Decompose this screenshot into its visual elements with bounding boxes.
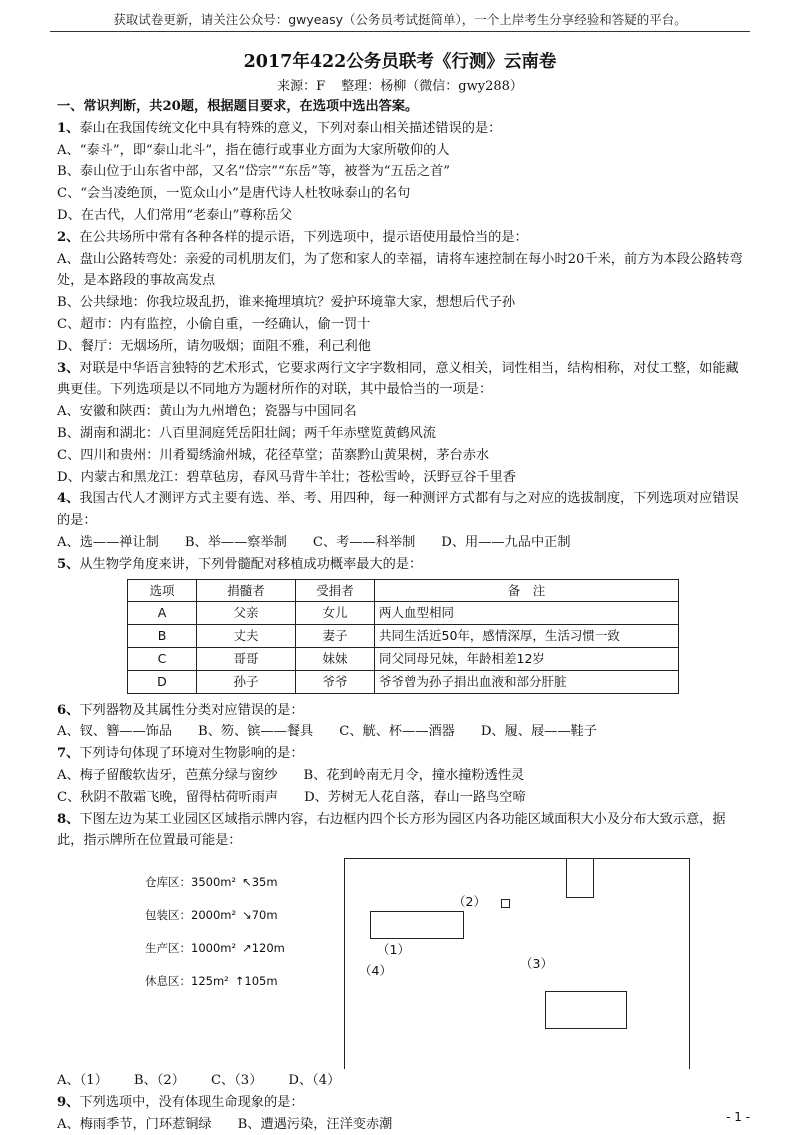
park-figure [57, 852, 747, 1070]
option-c: C、考——科举制 [312, 534, 416, 550]
question-stem: 下列选项中，没有体现生命现象的是： [79, 1094, 304, 1110]
table-cell: A [128, 602, 197, 625]
question-stem: 对联是中华语言独特的艺术形式，它要求两行文字字数相同，意义相关，词性相当，结构相称，对仗工整，如能藏典更佳。下列选项是以不同地方为题材所作的对联，其中最恰当的一项是： [57, 360, 739, 398]
option-b: B、花到岭南无月令，撞水撞粉透性灵 [303, 767, 525, 783]
position-label-1: （1） [377, 942, 410, 958]
question-2 [57, 227, 747, 249]
options-row [57, 765, 747, 787]
question-stem: 我国古代人才测评方式主要有选、举、考、用四种，每一种测评方式都有与之对应的选拔制度，下列选项对应错误的是： [57, 491, 739, 529]
question-number: 4、 [57, 491, 80, 507]
table-cell: C [128, 647, 197, 670]
arrow-down-right-icon: ↘ [242, 908, 252, 923]
sign-row-production: 生产区：1000m² ↗120m [145, 941, 285, 956]
editor: 整理：杨柳（微信：gwy288） [341, 79, 523, 94]
arrow-up-left-icon: ↖ [242, 875, 252, 890]
table-cell: 同父同母兄妹，年龄相差12岁 [375, 647, 679, 670]
column-header: 捐髓者 [197, 579, 296, 602]
question-5 [57, 554, 747, 576]
option-b: B、（2） [133, 1073, 185, 1089]
question-number: 5、 [57, 556, 80, 572]
option-a: A、“泰斗”，即“泰山北斗”，指在德行或事业方面为大家所敬仰的人 [57, 142, 450, 158]
option-c: C、超市：内有监控，小偷自重，一经确认，偷一罚十 [57, 316, 371, 332]
option-a: A、（1） [57, 1073, 108, 1089]
table-row [128, 602, 679, 625]
option-b: B、泰山位于山东省中部，又名“岱宗”“东岳”等，被誉为“五岳之首” [57, 164, 451, 180]
source-line [0, 75, 800, 94]
section-heading: 一、常识判断，共20题，根据题目要求，在选项中选出答案。 [57, 99, 419, 114]
header-note: 获取试卷更新，请关注公众号：gwyeasy（公务员考试挺简单），一个上岸考生分享经验和答疑的平台。 [113, 12, 687, 27]
question-7 [57, 743, 747, 765]
sign-row-rest: 休息区：125m² ↑105m [145, 974, 278, 989]
table-cell: 两人血型相同 [375, 602, 679, 625]
question-3 [57, 358, 747, 402]
option-d: D、（4） [288, 1073, 341, 1089]
option-d: D、内蒙古和黑龙江：碧草毡房，春风马背牛羊壮；苍松雪岭，沃野豆谷千里香 [57, 469, 516, 485]
option-b: B、湖南和湖北：八百里洞庭凭岳阳壮阔；两千年赤壁览黄鹤风流 [57, 425, 436, 441]
table-cell: D [128, 670, 197, 693]
table-cell: B [128, 625, 197, 648]
header-divider [50, 31, 750, 32]
position-label-2: （2） [453, 894, 486, 910]
option-a: A、安徽和陕西：黄山为九州增色；瓷器与中国同名 [57, 404, 357, 420]
table-header-row [128, 579, 679, 602]
column-header: 选项 [128, 579, 197, 602]
area-block-production [566, 858, 594, 898]
table-cell: 妻子 [296, 625, 375, 648]
table-cell: 爷爷 [296, 670, 375, 693]
table-cell: 父亲 [197, 602, 296, 625]
option-c: C、（3） [210, 1073, 263, 1089]
question-stem: 下列诗句体现了环境对生物影响的是： [79, 746, 304, 762]
table-row [128, 647, 679, 670]
option-c: C、四川和贵州：川肴蜀绣渝州城，花径草堂；苗寨黔山黄果树，茅台赤水 [57, 447, 490, 463]
options-row [57, 532, 747, 554]
options-row [57, 787, 747, 809]
option-d: D、芳树无人花自落，春山一路鸟空啼 [304, 789, 526, 805]
table-cell: 妹妹 [296, 647, 375, 670]
option-a: A、梅雨季节，门环惹铜绿 [57, 1116, 212, 1132]
exam-body [57, 96, 747, 1135]
question-9 [57, 1092, 747, 1114]
question-number: 6、 [57, 702, 80, 718]
option-d: D、在古代，人们常用“老泰山”尊称岳父 [57, 207, 293, 223]
table-row [128, 625, 679, 648]
option-b: B、遭遇污染，汪洋变赤潮 [237, 1116, 393, 1132]
question-6 [57, 700, 747, 722]
position-label-4: （4） [359, 963, 392, 979]
area-block-rest [501, 899, 510, 908]
option-a: A、钗、簪——饰品 [57, 724, 173, 740]
question-number: 9、 [57, 1094, 80, 1110]
arrow-up-right-icon: ↗ [242, 941, 252, 956]
question-stem: 下图左边为某工业园区区域指示牌内容，右边框内四个长方形为园区内各功能区域面积大小及分布大致示意，据此，指示牌所在位置最可能是： [57, 811, 726, 849]
question-stem: 在公共场所中常有各种各样的提示语，下列选项中，提示语使用最恰当的是： [79, 229, 528, 245]
table-cell: 爷爷曾为孙子捐出血液和部分肝脏 [375, 670, 679, 693]
option-c: C、秋阴不散霜飞晚，留得枯荷听雨声 [57, 789, 279, 805]
option-c: C、觥、杯——酒器 [339, 724, 455, 740]
option-d: D、履、屐——鞋子 [480, 724, 597, 740]
option-a: A、选——禅让制 [57, 534, 159, 550]
option-d: D、餐厅：无烟场所，请勿吸烟；面阻不雅，利己利他 [57, 338, 371, 354]
table-cell: 孙子 [197, 670, 296, 693]
page-number: - 1 - [726, 1110, 750, 1124]
question-stem: 泰山在我国传统文化中具有特殊的意义，下列对泰山相关描述错误的是： [79, 120, 502, 136]
page-title: 2017年422公务员联考《行测》云南卷 [243, 52, 557, 72]
option-a: A、梅子留酸软齿牙，芭蕉分绿与窗纱 [57, 767, 278, 783]
column-header: 备 注 [375, 579, 679, 602]
question-number: 8、 [57, 811, 80, 827]
option-b: B、笏、镔——餐具 [198, 724, 314, 740]
question-8 [57, 809, 747, 853]
table-cell: 女儿 [296, 602, 375, 625]
question-number: 2、 [57, 229, 80, 245]
donor-table [127, 579, 679, 694]
option-d: D、用——九品中正制 [441, 534, 571, 550]
question-4 [57, 488, 747, 532]
option-b: B、举——察举制 [184, 534, 287, 550]
column-header: 受捐者 [296, 579, 375, 602]
table-row [128, 670, 679, 693]
options-row [57, 721, 747, 743]
option-a: A、盘山公路转弯处：亲爱的司机朋友们，为了您和家人的幸福，请将车速控制在每小时20千米，前方为本段公路转弯处，是本路段的事故高发点 [57, 251, 743, 289]
sign-row-warehouse: 仓库区：3500m² ↖35m [145, 875, 278, 890]
option-c: C、“会当凌绝顶，一览众山小”是唐代诗人杜牧咏泰山的名句 [57, 186, 411, 202]
table-cell: 哥哥 [197, 647, 296, 670]
question-1 [57, 118, 747, 140]
option-b: B、公共绿地：你我垃圾乱扔，谁来掩埋填坑？爱护环境靠大家，想想后代子孙 [57, 295, 516, 311]
area-block-packaging [370, 911, 464, 939]
options-row [57, 1070, 747, 1092]
source: 来源：F [277, 79, 326, 94]
table-cell: 丈夫 [197, 625, 296, 648]
table-cell: 共同生活近50年，感情深厚，生活习惯一致 [375, 625, 679, 648]
park-layout [344, 858, 690, 1069]
arrow-up-icon: ↑ [234, 974, 245, 989]
question-stem: 下列器物及其属性分类对应错误的是： [79, 702, 304, 718]
sign-row-packaging: 包装区：2000m² ↘70m [145, 908, 278, 923]
direction-sign [145, 872, 285, 1004]
question-number: 1、 [57, 120, 80, 136]
question-number: 3、 [57, 360, 80, 376]
area-block-warehouse [545, 991, 627, 1029]
question-stem: 从生物学角度来讲，下列骨髓配对移植成功概率最大的是： [79, 556, 423, 572]
question-number: 7、 [57, 746, 80, 762]
position-label-3: （3） [520, 956, 553, 972]
